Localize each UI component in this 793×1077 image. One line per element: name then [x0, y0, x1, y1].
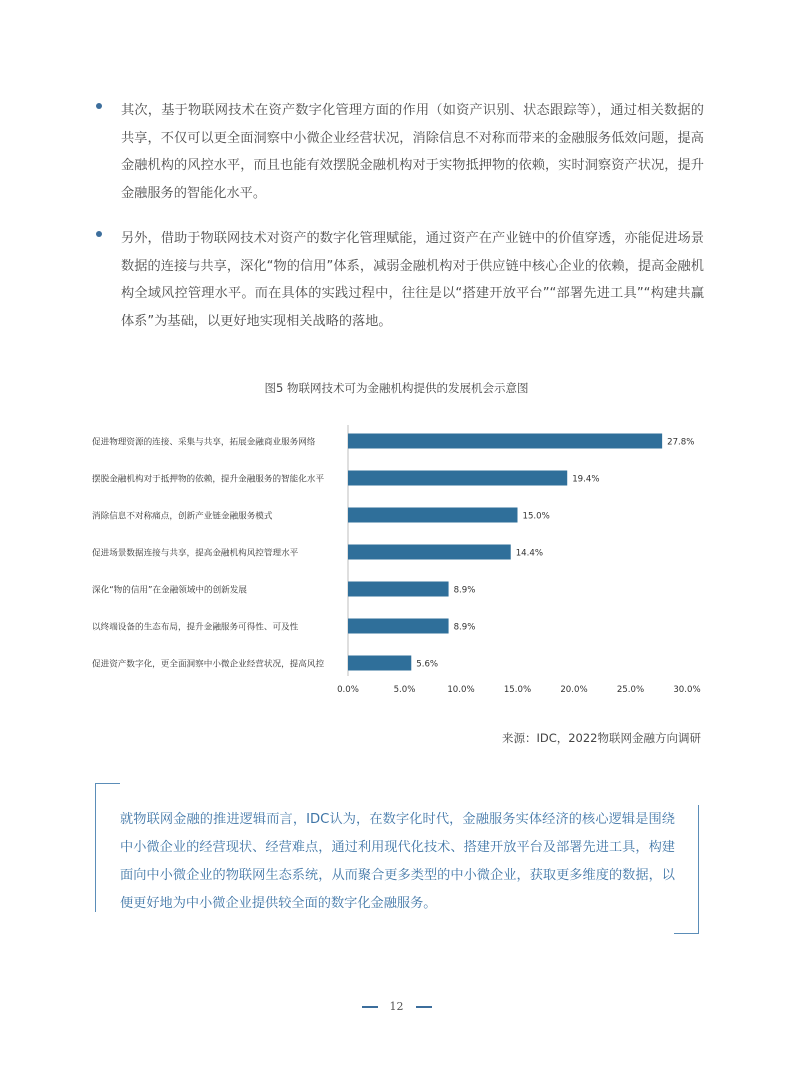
data-label: 14.4% — [515, 548, 544, 559]
bar — [348, 545, 511, 560]
data-label: 8.9% — [453, 585, 476, 596]
bar — [348, 471, 567, 486]
x-tick-label: 15.0% — [503, 685, 532, 695]
quote-frame-top-left — [95, 783, 120, 912]
quote-frame-bottom-right — [674, 805, 699, 934]
bar — [348, 619, 449, 634]
source-note: 来源：IDC，2022物联网金融方向调研 — [501, 731, 701, 745]
category-label: 促进物理资源的连接、采集与共享，拓展金融商业服务网络 — [92, 437, 316, 448]
data-label: 5.6% — [416, 659, 439, 670]
category-label: 深化“物的信用”在金融领域中的创新发展 — [92, 585, 247, 596]
paragraph-text: 另外，借助于物联网技术对资产的数字化管理赋能，通过资产在产业链中的价值穿透，亦能促进场景数据的连接与共享，深化“物的信用”体系，减弱金融机构对于供应链中核心企业的依赖，提高金融机构全域风控管理水平。而在具体的实践过程中，往往是以“搭建开放平台”“部署先进工具”“构建共赢体系”为基础，以更好地实现相关战略的落地。 — [121, 231, 704, 329]
chart-title: 图5 物联网技术可为金融机构提供的发展机会示意图 — [264, 381, 529, 395]
page-footer — [0, 1000, 793, 1013]
quote-text: 就物联网金融的推进逻辑而言，IDC认为，在数字化时代，金融服务实体经济的核心逻辑是围绕中小微企业的经营现状、经营难点，通过利用现代化技术、搭建开放平台及部署先进工具，构建面向中小微企业的物联网生态系统，从而聚合更多类型的中小微企业，获取更多维度的数据，以便更好地为中小微企业提供较全面的数字化金融服务。 — [120, 812, 675, 911]
category-label: 以终端设备的生态布局，提升金融服务可得性、可及性 — [92, 622, 299, 633]
x-tick-label: 30.0% — [673, 685, 701, 695]
footer-dash-left — [362, 1006, 378, 1008]
data-label: 15.0% — [522, 511, 550, 522]
page-number: 12 — [389, 1000, 404, 1013]
x-tick-label: 5.0% — [393, 685, 416, 695]
category-label: 消除信息不对称痛点，创新产业链金融服务模式 — [92, 511, 273, 522]
x-tick-label: 20.0% — [560, 685, 588, 695]
data-label: 19.4% — [572, 474, 600, 485]
category-label: 促进场景数据连接与共享，提高金融机构风控管理水平 — [92, 548, 299, 559]
footer-dash-right — [416, 1006, 432, 1008]
category-label: 摆脱金融机构对于抵押物的依赖，提升金融服务的智能化水平 — [92, 474, 325, 485]
x-tick-label: 10.0% — [447, 685, 475, 695]
data-label: 8.9% — [453, 622, 476, 633]
bar — [348, 434, 662, 449]
bar — [348, 582, 449, 597]
x-tick-label: 0.0% — [337, 685, 359, 695]
x-tick-label: 25.0% — [616, 685, 645, 695]
paragraph-text: 其次，基于物联网技术在资产数字化管理方面的作用（如资产识别、状态跟踪等），通过相关数据的共享，不仅可以更全面洞察中小微企业经营状况，消除信息不对称而带来的金融服务低效问题，提高金融机构的风控水平，而且也能有效摆脱金融机构对于实物抵押物的依赖，实时洞察资产状况，提升金融服务的智能化水平。 — [121, 103, 704, 201]
category-label: 促进资产数字化，更全面洞察中小微企业经营状况，提高风控 — [92, 659, 325, 670]
bar — [348, 508, 518, 523]
data-label: 27.8% — [667, 437, 695, 448]
bar — [348, 656, 411, 671]
